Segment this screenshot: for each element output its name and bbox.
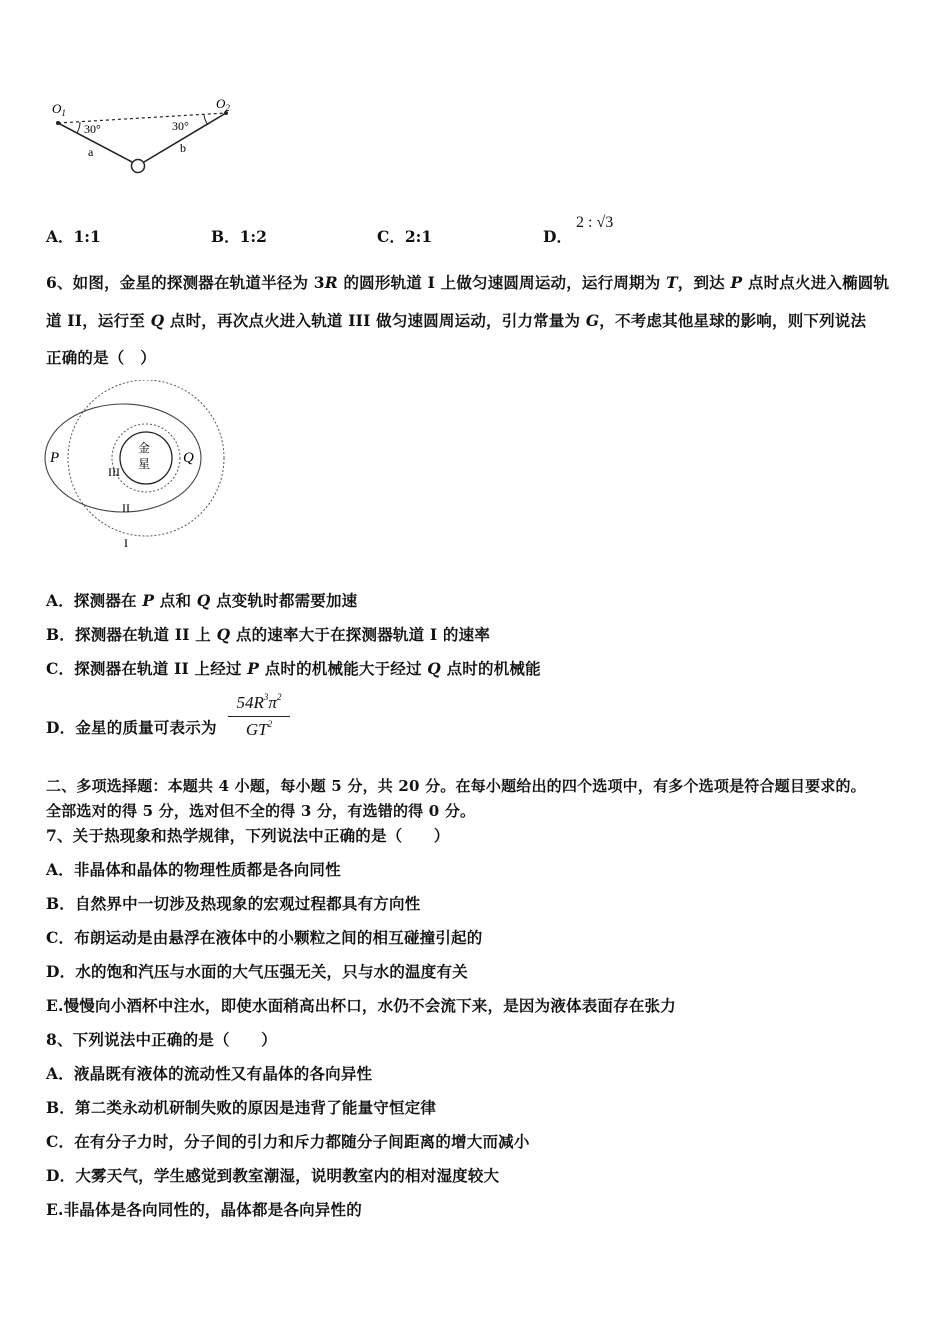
q7-option-d[interactable]: D．水的饱和汽压与水面的大气压强无关，只与水的温度有关 <box>46 962 468 981</box>
q7-option-a[interactable]: A．非晶体和晶体的物理性质都是各向同性 <box>46 860 341 879</box>
q7-option-e[interactable]: E.慢慢向小酒杯中注水，即使水面稍高出杯口，水仍不会流下来，是因为液体表面存在张力 <box>46 996 676 1015</box>
q5-option-d-math: 2 : √3 <box>576 214 614 231</box>
q8-option-a[interactable]: A．液晶既有液体的流动性又有晶体的各向异性 <box>46 1064 373 1083</box>
q6-stem-line3: 正确的是（ ） <box>46 348 156 367</box>
q5-option-d[interactable] <box>543 225 572 247</box>
q8-option-c[interactable]: C．在有分子力时，分子间的引力和斥力都随分子间距离的增大而减小 <box>46 1132 530 1151</box>
label-o2: $O_2$ <box>216 96 230 113</box>
q6-option-c[interactable]: C．探测器在轨道 II 上经过 P 点时的机械能大于经过 Q 点时的机械能 <box>46 659 541 678</box>
q6-option-a[interactable]: A．探测器在 P 点和 Q 点变轨时都需要加速 <box>46 591 358 610</box>
fraction-numerator: $54R^3\pi^2$ <box>228 692 290 717</box>
q7-option-b[interactable]: B．自然界中一切涉及热现象的宏观过程都具有方向性 <box>46 894 421 913</box>
q5-option-c[interactable]: C．2:1 <box>377 227 433 246</box>
planet-label-1: 金 <box>138 441 151 455</box>
section2-header-line2: 全部选对的得 5 分，选对但不全的得 3 分，有选错的得 0 分。 <box>46 802 476 820</box>
q8-stem: 8、下列说法中正确的是（ ） <box>46 1030 277 1049</box>
label-q: Q <box>183 450 194 466</box>
q7-stem: 7、关于热现象和热学规律，下列说法中正确的是（ ） <box>46 826 450 845</box>
q5-option-a[interactable]: A．1:1 <box>46 227 101 246</box>
fraction-denominator: $GT^2$ <box>245 719 273 739</box>
planet-label-2: 星 <box>138 457 151 471</box>
point-o1 <box>56 121 60 125</box>
q8-option-d[interactable]: D．大雾天气，学生感觉到教室潮湿，说明教室内的相对湿度较大 <box>46 1166 500 1185</box>
label-p: P <box>50 450 60 466</box>
q5-option-d-label: D． <box>543 227 572 246</box>
section2-header-line1: 二、多项选择题：本题共 4 小题，每小题 5 分，共 20 分。在每小题给出的四个选项中，有多个选项是符合题目要求的。 <box>46 777 866 795</box>
label-b: b <box>180 141 186 155</box>
q6-option-d[interactable]: D．金星的质量可表示为 <box>46 718 217 737</box>
label-angle-left: 30° <box>84 122 101 136</box>
label-angle-right: 30° <box>172 119 189 133</box>
q8-option-b[interactable]: B．第二类永动机研制失败的原因是违背了能量守恒定律 <box>46 1098 437 1117</box>
q8-option-e[interactable]: E.非晶体是各向同性的，晶体都是各向异性的 <box>46 1200 362 1219</box>
q7-option-c[interactable]: C．布朗运动是由悬浮在液体中的小颗粒之间的相互碰撞引起的 <box>46 928 483 947</box>
q5-option-b[interactable]: B．1:2 <box>211 227 267 246</box>
label-iii: III <box>108 465 120 479</box>
q6-stem-line1: 6、如图，金星的探测器在轨道半径为 3R 的圆形轨道 I 上做匀速圆周运动，运行周期为 T，到达 P 点时点火进入椭圆轨 <box>46 273 890 292</box>
q6-stem-line2: 道 II，运行至 Q 点时，再次点火进入轨道 III 做匀速圆周运动，引力常量为 G，不考虑其他星球的影响，则下列说法 <box>46 311 867 330</box>
label-ii: II <box>122 501 130 515</box>
figure-two-strings <box>40 95 250 185</box>
ball <box>132 160 145 173</box>
angle-arc-right <box>204 115 208 125</box>
label-a: a <box>88 145 94 159</box>
figure-orbits <box>40 380 240 555</box>
q6-option-d-fraction <box>228 692 290 740</box>
q6-option-b[interactable]: B．探测器在轨道 II 上 Q 点的速率大于在探测器轨道 I 的速率 <box>46 625 491 644</box>
label-i: I <box>124 536 128 550</box>
angle-arc-left <box>77 122 80 133</box>
label-o1: $O_1$ <box>52 101 66 118</box>
